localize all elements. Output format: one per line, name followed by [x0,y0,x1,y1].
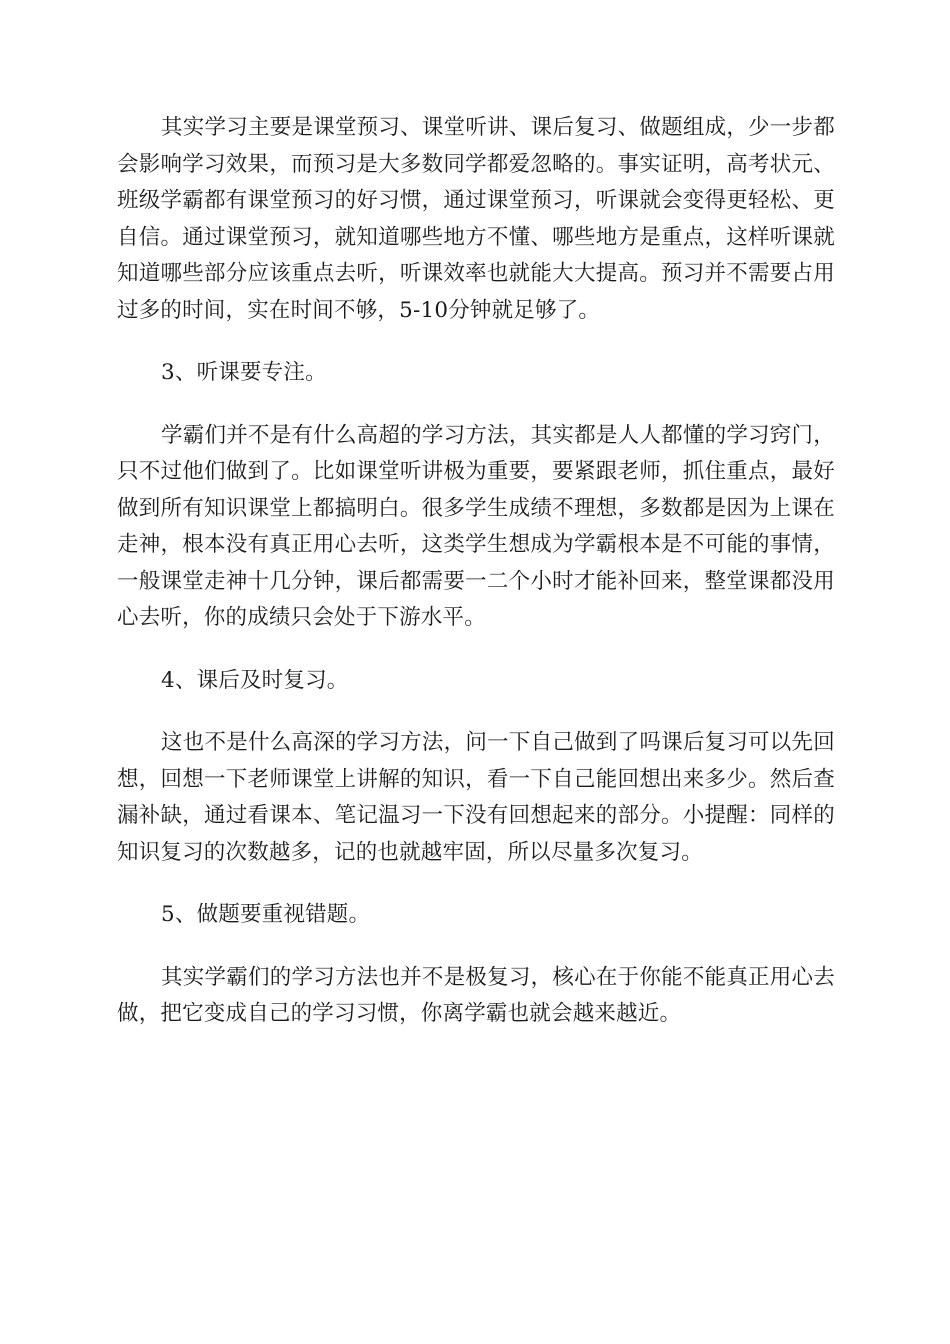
paragraph-focus-in-class: 学霸们并不是有什么高超的学习方法，其实都是人人都懂的学习窍门，只不过他们做到了。比如课堂听讲极为重要，要紧跟老师，抓住重点，最好做到所有知识课堂上都搞明白。很多学生成绩不理想，多数都是因为上课在走神，根本没有真正用心去听，这类学生想成为学霸根本是不可能的事情，一般课堂走神十几分钟，课后都需要一二个小时才能补回来，整堂课都没用心去听，你的成绩只会处于下游水平。 [117,422,835,630]
heading-timely-review: 4、课后及时复习。 [161,667,349,693]
heading-wrong-questions: 5、做题要重视错题。 [161,902,371,927]
heading-focus-in-class: 3、听课要专注。 [161,360,327,385]
paragraph-timely-review: 这也不是什么高深的学习方法，问一下自己做到了吗课后复习可以先回想，回想一下老师课堂上讲解的知识，看一下自己能回想出来多少。然后查漏补缺，通过看课本、笔记温习一下没有回想起来的部分。小提醒：同样的知识复习的次数越多，记的也就越牢固，所以尽量多次复习。 [117,730,835,865]
document-body [117,110,835,1059]
paragraph-preview-importance: 其实学习主要是课堂预习、课堂听讲、课后复习、做题组成，少一步都会影响学习效果，而预习是大多数同学都爱忽略的。事实证明，高考状元、班级学霸都有课堂预习的好习惯，通过课堂预习，听课就会变得更轻松、更自信。通过课堂预习，就知道哪些地方不懂、哪些地方是重点，这样听课就知道哪些部分应该重点去听，听课效率也就能大大提高。预习并不需要占用过多的时间，实在时间不够，5-10分钟就足够了。 [117,115,835,323]
paragraph-conclusion: 其实学霸们的学习方法也并不是极复习，核心在于你能不能真正用心去做，把它变成自己的学习习惯，你离学霸也就会越来越近。 [117,964,835,1026]
